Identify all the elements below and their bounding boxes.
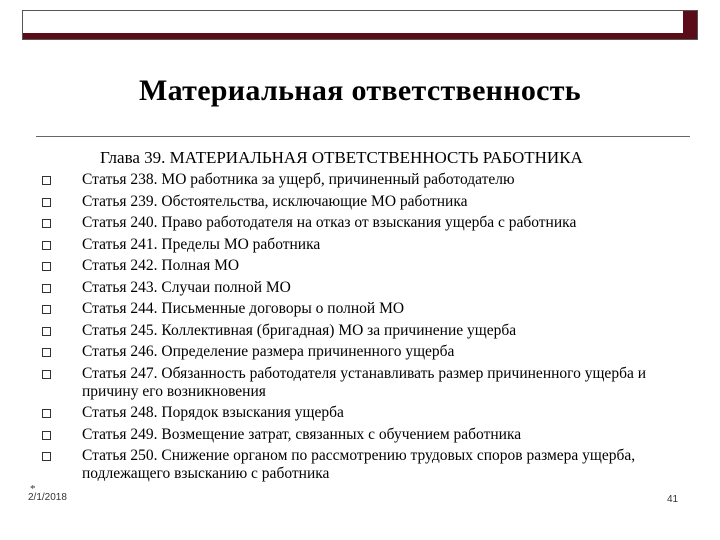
list-item-text: Статья 238. МО работника за ущерб, причиненный работодателю <box>82 171 515 188</box>
square-bullet-icon <box>42 452 51 461</box>
list-item-text: Статья 243. Случаи полной МО <box>82 278 291 296</box>
top-decoration-bar <box>22 10 698 40</box>
chapter-heading: Глава 39. МАТЕРИАЛЬНАЯ ОТВЕТСТВЕННОСТЬ РАБОТНИКА <box>100 148 583 167</box>
list-item-text: Статья 248. Порядок взыскания ущерба <box>82 404 344 422</box>
square-bullet-icon <box>42 198 51 207</box>
list-item-text: Статья 247. Обязанность работодателя устанавливать размер причиненного ущерба и причину его возникновения <box>82 364 647 400</box>
list-item-text: Статья 241. Пределы МО работника <box>82 235 321 253</box>
list-item <box>38 300 678 318</box>
square-bullet-icon <box>42 370 51 379</box>
list-item-text: Статья 240. Право работодателя на отказ от взыскания ущерба с работника <box>82 214 577 231</box>
square-bullet-icon <box>42 241 51 250</box>
list-item <box>38 193 678 211</box>
list-item <box>38 426 678 444</box>
list-item-text: Статья 244. Письменные договоры о полной МО <box>82 300 405 317</box>
list-item <box>38 236 678 254</box>
list-item <box>38 404 678 422</box>
list-item <box>38 214 678 232</box>
list-item-text: Статья 242. Полная МО <box>82 257 240 274</box>
list-item <box>38 343 678 361</box>
square-bullet-icon <box>42 431 51 440</box>
list-item <box>38 322 678 340</box>
square-bullet-icon <box>42 262 51 271</box>
list-item <box>38 279 678 297</box>
page-number: 41 <box>667 494 679 505</box>
square-bullet-icon <box>42 305 51 314</box>
list-item-text: Статья 245. Коллективная (бригадная) МО за причинение ущерба <box>82 321 517 339</box>
square-bullet-icon <box>42 348 51 357</box>
list-item-text: Статья 250. Снижение органом по рассмотрению трудовых споров размера ущерба, подлежащего взысканию с работника <box>82 447 636 483</box>
list-item <box>38 447 678 483</box>
top-bar-stripe <box>23 33 697 39</box>
top-bar-corner <box>683 11 697 35</box>
footer-date: 2/1/2018 <box>28 492 67 503</box>
title-divider <box>36 136 690 137</box>
square-bullet-icon <box>42 327 51 336</box>
list-item <box>38 171 678 189</box>
square-bullet-icon <box>42 176 51 185</box>
article-list <box>38 171 678 487</box>
list-item-text: Статья 239. Обстоятельства, исключающие МО работника <box>82 192 468 210</box>
square-bullet-icon <box>42 409 51 418</box>
slide-title: Материальная ответственность <box>139 74 581 107</box>
square-bullet-icon <box>42 284 51 293</box>
footer-mark: * <box>30 483 36 495</box>
list-item-text: Статья 249. Возмещение затрат, связанных с обучением работника <box>82 425 522 443</box>
list-item-text: Статья 246. Определение размера причиненного ущерба <box>82 343 455 360</box>
list-item <box>38 365 678 401</box>
square-bullet-icon <box>42 219 51 228</box>
list-item <box>38 257 678 275</box>
